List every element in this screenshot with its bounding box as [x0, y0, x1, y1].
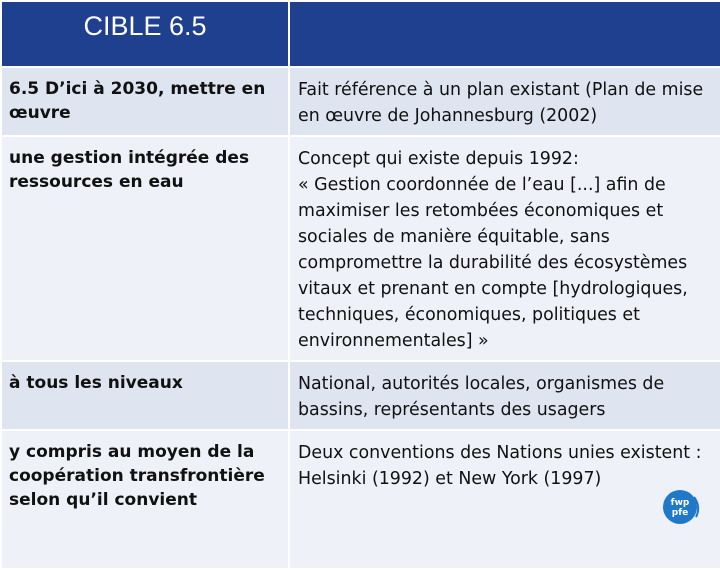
explanation-line: Concept qui existe depuis 1992:: [298, 149, 579, 169]
table-row: [1, 361, 720, 430]
header-cell-empty: [289, 1, 720, 67]
row-explanation: [289, 136, 720, 361]
table-row: [1, 67, 720, 136]
row-explanation: Fait référence à un plan existant (Plan de mise en œuvre de Johannesburg (2002): [289, 67, 720, 136]
explanation-line: Helsinki (1992) et New York (1997): [298, 469, 602, 489]
table-row: [1, 136, 720, 361]
table-title: CIBLE 6.5: [83, 11, 207, 41]
table-header-row: [1, 1, 720, 67]
table-row: [1, 430, 720, 569]
explanation-line: Deux conventions des Nations unies existent :: [298, 443, 702, 463]
row-term: 6.5 D’ici à 2030, mettre en œuvre: [1, 67, 289, 136]
row-term: y compris au moyen de la coopération transfrontière selon qu’il convient: [1, 430, 289, 569]
explanation-line: « Gestion coordonnée de l’eau [...] afin de maximiser les retombées économiques et sociales de manière équitable, sans compromettre la durabilité des écosystèmes vitaux et prenant en compte [hydrologiques, techniques, économiques, politiques et environnementales] »: [298, 175, 688, 351]
row-explanation: National, autorités locales, organismes de bassins, représentants des usagers: [289, 361, 720, 430]
logo-text-bottom: pfe: [671, 508, 689, 518]
row-term: une gestion intégrée des ressources en eau: [1, 136, 289, 361]
fwp-logo-icon: [660, 487, 704, 527]
fwp-logo: [660, 487, 704, 527]
header-cell-title: [1, 1, 289, 67]
logo-text-top: fwp: [670, 498, 690, 508]
row-term: à tous les niveaux: [1, 361, 289, 430]
row-explanation: [289, 430, 720, 569]
